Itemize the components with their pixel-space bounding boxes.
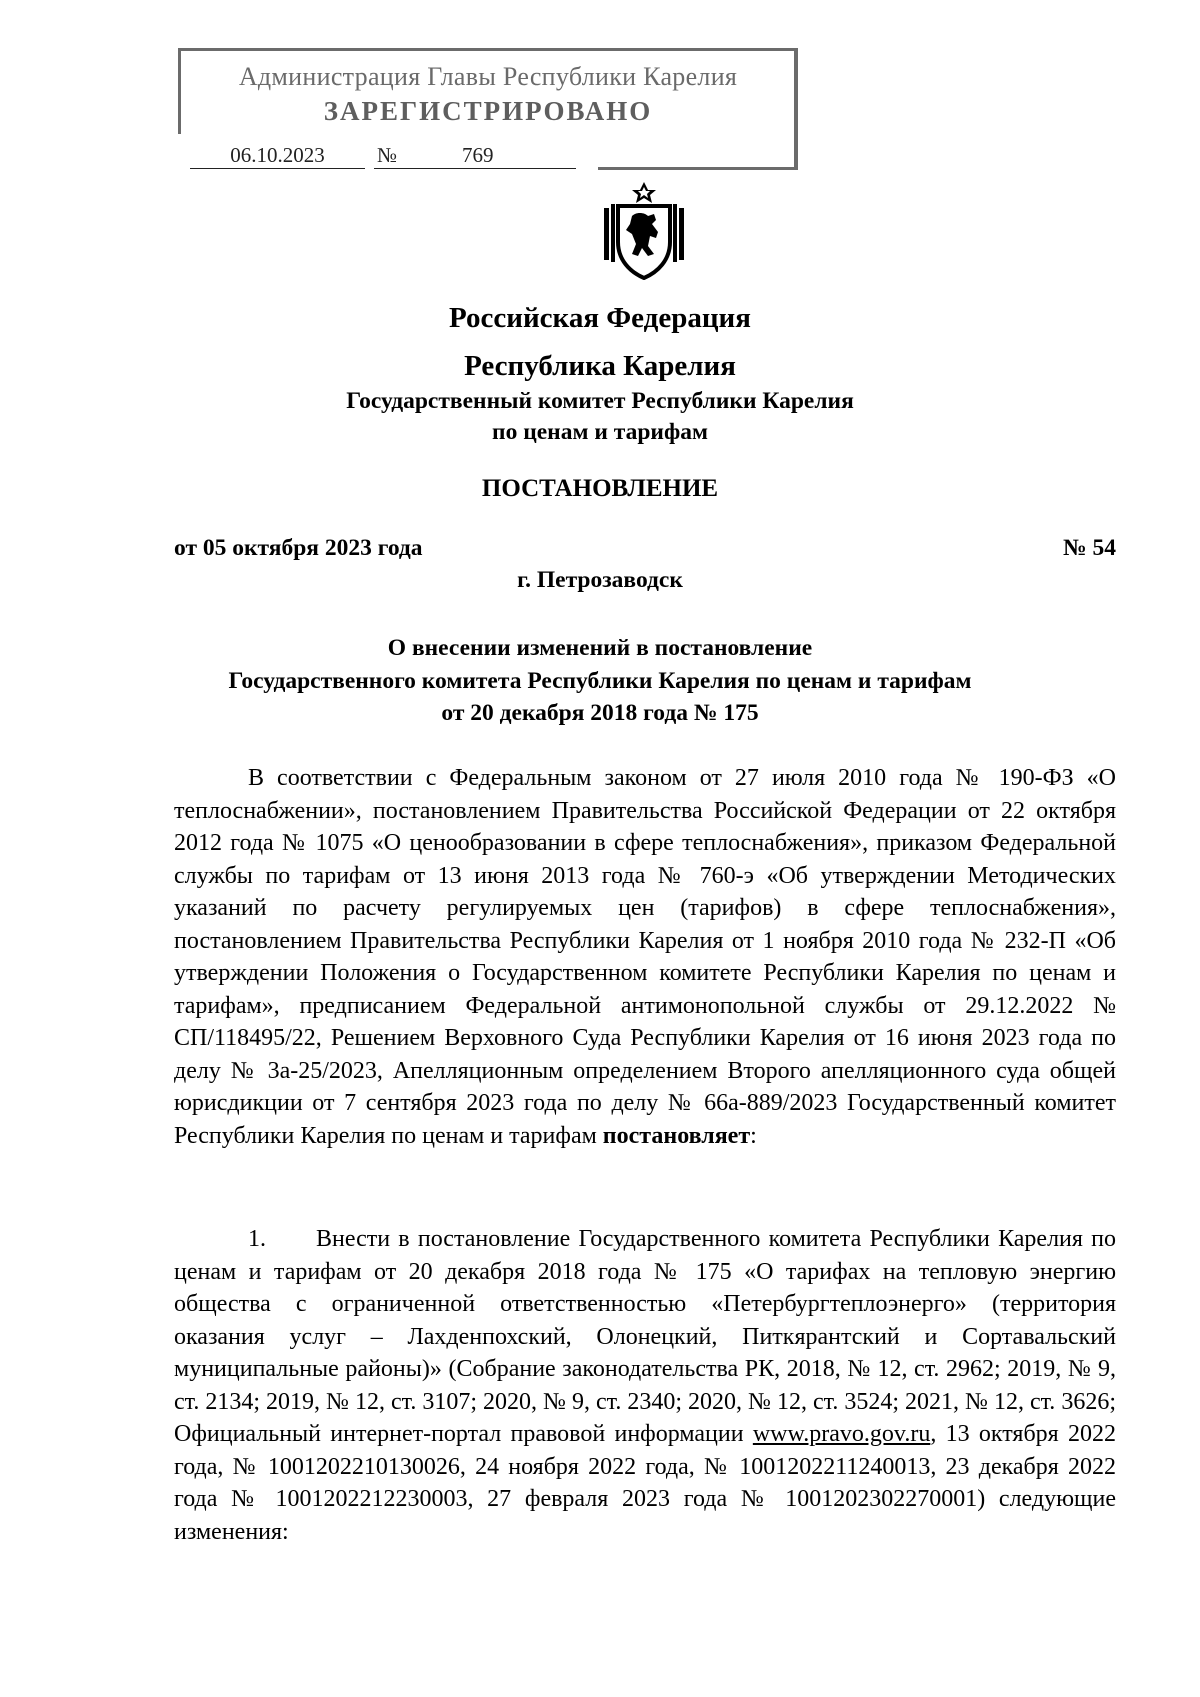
header-country: Российская Федерация xyxy=(449,302,751,334)
document-number: № 54 xyxy=(1063,535,1116,561)
document-city: г. Петрозаводск xyxy=(517,567,683,593)
item-text-end: , 13 октября 2022 года, № 1001202210130026, 24 ноября 2022 года, № 1001202211240013, 23 декабря 2022 года № 1001202212230003, 27 февраля 2023 года № 1001202302270001) следующие изменения: xyxy=(174,1421,1116,1545)
stamp-number-field xyxy=(400,143,576,169)
document-date: от 05 октября 2023 года xyxy=(174,535,423,561)
title-line2: Государственного комитета Республики Карелия по ценам и тарифам xyxy=(228,668,972,694)
header-republic: Республика Карелия xyxy=(464,350,736,382)
preamble-text: В соответствии с Федеральным законом от 27 июля 2010 года № 190-ФЗ «О теплоснабжении», постановлением Правительства Российской Федерации от 22 октября 2012 года № 1075 «О ценообразовании в сфере теплоснабжения», приказом Федеральной службы по тарифам от 13 июня 2013 года № 760-э «Об утверждении Методических указаний по расчету регулируемых цен (тарифов) в сфере теплоснабжения», постановлением Правительства Республики Карелия от 1 ноября 2010 года № 232-П «Об утверждении Положения о Государственном комитете Республики Карелия по ценам и тарифам», предписанием Федеральной антимонопольной службы от 29.12.2022 № СП/118495/22, Решением Верховного Суда Республики Карелия от 16 июня 2023 года по делу № 3а-25/2023, Апелляционным определением Второго апелляционного суда общей юрисдикции от 7 сентября 2023 года по делу № 66а-889/2023 Государственный комитет Республики Карелия по ценам и тарифам xyxy=(174,765,1116,1149)
registration-stamp xyxy=(178,48,798,168)
paragraph-preamble xyxy=(174,762,1116,1152)
document-type: ПОСТАНОВЛЕНИЕ xyxy=(481,475,719,502)
stamp-status: ЗАРЕГИСТРИРОВАНО xyxy=(323,96,653,126)
stamp-number: 769 xyxy=(462,143,494,167)
item-text: Внести в постановление Государственного комитета Республики Карелия по ценам и тарифам от 20 декабря 2018 года № 175 «О тарифах на тепловую энергию общества с ограниченной ответственностью «Петербургтеплоэнерго» (территория оказания услуг – Лахденпохский, Олонецкий, Питкярантский и Сортавальский муниципальные районы)» (Собрание законодательства РК, 2018, № 12, ст. 2962; 2019, № 9, ст. 2134; 2019, № 12, ст. 3107; 2020, № 9, ст. 2340; 2020, № 12, ст. 3524; 2021, № 12, ст. 3626; Официальный интернет-портал правовой информации xyxy=(174,1226,1116,1447)
item-number: 1. xyxy=(248,1226,266,1252)
title-line3: от 20 декабря 2018 года № 175 xyxy=(441,700,759,726)
paragraph-item-1 xyxy=(174,1223,1116,1548)
coat-of-arms-icon xyxy=(598,180,690,280)
stamp-frame-top xyxy=(178,48,798,51)
title-line1: О внесении изменений в постановление xyxy=(387,635,813,661)
stamp-frame-bottom xyxy=(598,167,798,170)
header-committee-line2: по ценам и тарифам xyxy=(492,419,708,445)
stamp-org: Администрация Главы Республики Карелия xyxy=(238,62,738,91)
header-committee-line1: Государственный комитет Республики Карелия xyxy=(346,388,854,414)
pravo-link[interactable]: www.pravo.gov.ru xyxy=(752,1421,931,1447)
stamp-no-label: № xyxy=(374,143,400,169)
decision-word: постановляет xyxy=(602,1122,751,1149)
preamble-end: : xyxy=(750,1122,757,1149)
stamp-date: 06.10.2023 xyxy=(190,143,365,169)
